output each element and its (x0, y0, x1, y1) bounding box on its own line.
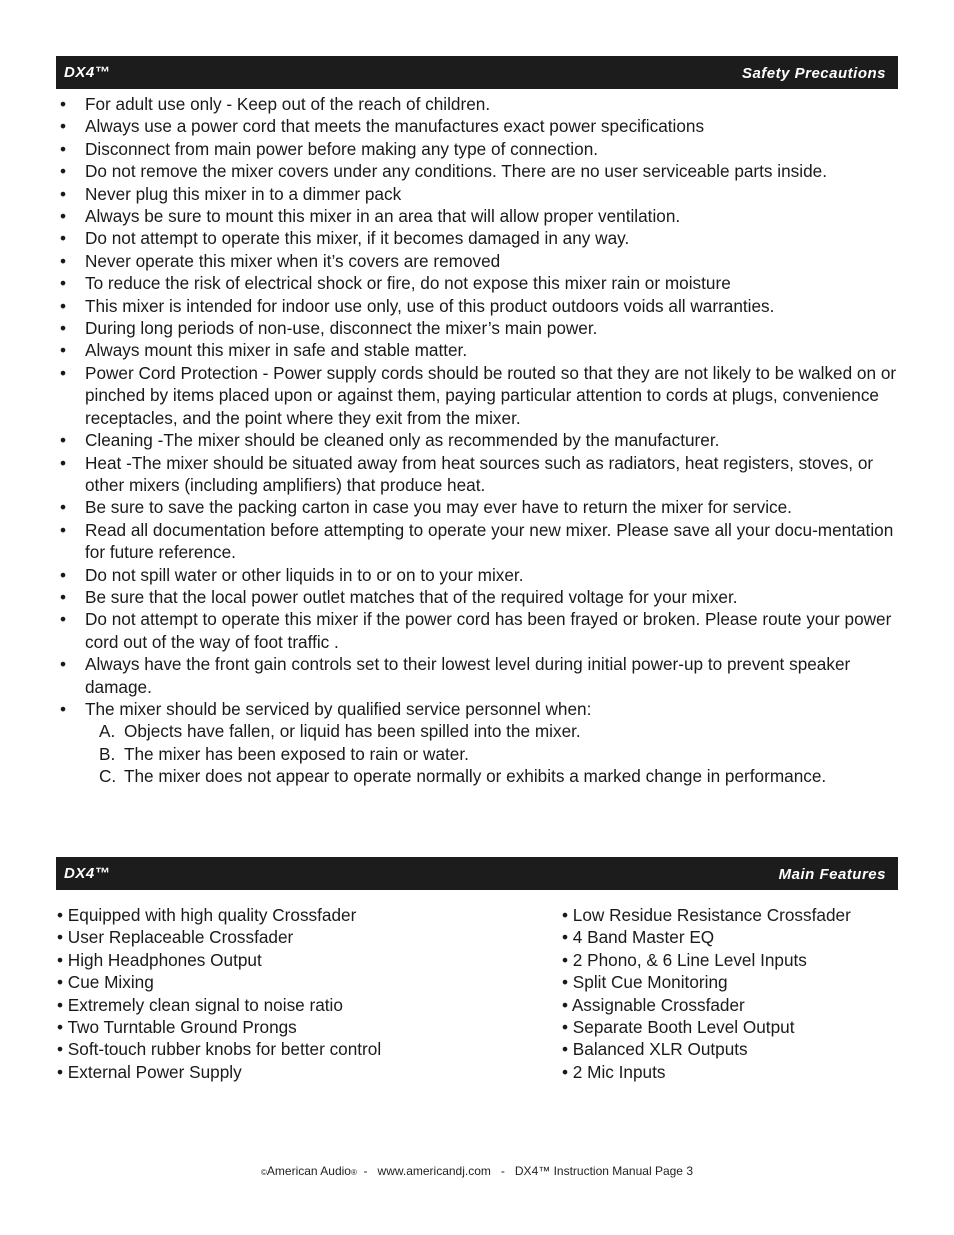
features-header-model: DX4™ (64, 865, 111, 882)
bullet: • (59, 698, 67, 719)
list-item (56, 339, 916, 361)
list-item: • Split Cue Monitoring (562, 972, 728, 993)
safety-item-text: Always use a power cord that meets the manufactures exact power specifications (85, 116, 705, 137)
page-footer (0, 1164, 954, 1178)
bullet: • (59, 273, 67, 294)
safety-item-text: Do not attempt to operate this mixer, if it becomes damaged in any way. (85, 228, 630, 249)
footer-text: - www.americandj.com - DX4™ Instruction Manual Page 3 (356, 1164, 693, 1178)
safety-item-text: Read all documentation before attempting to operate your new mixer. Please save all your docu-mentation for future reference. (85, 519, 894, 563)
list-item (56, 272, 916, 294)
bullet: • (59, 228, 67, 249)
list-item: • 2 Phono, & 6 Line Level Inputs (562, 949, 807, 970)
list-item: • Cue Mixing (57, 972, 154, 993)
list-item (56, 93, 916, 115)
bullet: • (59, 183, 67, 204)
list-item: • 4 Band Master EQ (562, 927, 715, 948)
list-item (85, 765, 916, 787)
bullet: • (59, 654, 67, 675)
safety-item-text: Do not spill water or other liquids in to or on to your mixer. (85, 564, 524, 585)
bullet: • (59, 564, 67, 585)
bullet: • (59, 519, 67, 540)
footer-brand: American Audio (266, 1164, 351, 1178)
bullet: • (59, 161, 67, 182)
list-item (56, 183, 916, 205)
bullet: • (59, 609, 67, 630)
safety-item-text: Never operate this mixer when it’s covers are removed (85, 250, 501, 271)
list-item: • Soft-touch rubber knobs for better control (57, 1039, 382, 1060)
list-item (56, 452, 916, 497)
safety-item-text: Do not remove the mixer covers under any conditions. There are no user serviceable parts inside. (85, 161, 827, 182)
bullet: • (59, 497, 67, 518)
list-item (56, 160, 916, 182)
list-item: • Extremely clean signal to noise ratio (57, 994, 343, 1015)
list-item (56, 227, 916, 249)
bullet: • (59, 295, 67, 316)
list-item (56, 698, 916, 788)
list-item (56, 564, 916, 586)
safety-item-text: For adult use only - Keep out of the reach of children. (85, 94, 491, 114)
service-conditions-list (85, 720, 916, 787)
list-item: • Separate Booth Level Output (562, 1017, 795, 1038)
registered-mark: ® (350, 1168, 357, 1177)
list-item (56, 317, 916, 339)
safety-item-text: This mixer is intended for indoor use only, use of this product outdoors voids all warranties. (85, 295, 775, 316)
features-header-title: Main Features (778, 866, 886, 883)
bullet: • (59, 138, 67, 159)
bullet: • (59, 318, 67, 339)
condition-letter: C. (99, 766, 117, 787)
list-item (56, 250, 916, 272)
bullet: • (59, 430, 67, 451)
list-item: • Low Residue Resistance Crossfader (562, 905, 851, 925)
list-item: • High Headphones Output (57, 949, 262, 970)
safety-item-text: Always mount this mixer in safe and stable matter. (85, 340, 468, 361)
list-item (56, 519, 916, 564)
list-item (56, 429, 916, 451)
list-item (56, 115, 916, 137)
list-item (56, 138, 916, 160)
bullet: • (59, 206, 67, 227)
list-item: • Balanced XLR Outputs (562, 1039, 748, 1060)
list-item: • Equipped with high quality Crossfader (57, 905, 357, 925)
safety-item-text: Do not attempt to operate this mixer if the power cord has been frayed or broken. Please route your power cord out of the way of foot traffic . (85, 609, 892, 652)
list-item: • Two Turntable Ground Prongs (57, 1017, 297, 1038)
list-item (56, 362, 916, 429)
safety-item-text: Disconnect from main power before making any type of connection. (85, 138, 599, 159)
list-item (56, 496, 916, 518)
safety-item-text: The mixer should be serviced by qualified service personnel when: (85, 698, 592, 719)
condition-text: The mixer has been exposed to rain or water. (124, 743, 469, 764)
safety-item-text: During long periods of non-use, disconnect the mixer’s main power. (85, 318, 598, 339)
list-item (85, 720, 916, 742)
list-item: • Assignable Crossfader (562, 994, 745, 1015)
features-right-column (562, 904, 902, 1083)
bullet: • (59, 340, 67, 361)
bullet: • (59, 250, 67, 271)
list-item: • External Power Supply (57, 1061, 242, 1082)
bullet: • (59, 94, 67, 114)
list-item (85, 743, 916, 765)
main-features-header (56, 857, 898, 890)
list-item (56, 205, 916, 227)
safety-item-text: Never plug this mixer in to a dimmer pack (85, 183, 402, 204)
bullet: • (59, 362, 67, 383)
condition-text: Objects have fallen, or liquid has been spilled into the mixer. (124, 721, 581, 742)
safety-item-text: To reduce the risk of electrical shock or fire, do not expose this mixer rain or moisture (85, 273, 731, 294)
safety-item-text: Be sure that the local power outlet matches that of the required voltage for your mixer. (85, 586, 738, 607)
bullet: • (59, 586, 67, 607)
safety-header-model: DX4™ (64, 64, 111, 81)
list-item (56, 608, 916, 653)
copyright-mark: © (261, 1168, 267, 1177)
list-item (56, 295, 916, 317)
safety-item-text: Always have the front gain controls set to their lowest level during initial power-up to prevent speaker damage. (85, 654, 851, 697)
condition-letter: A. (99, 721, 116, 742)
safety-header-title: Safety Precautions (741, 65, 886, 82)
safety-item-text: Be sure to save the packing carton in case you may ever have to return the mixer for service. (85, 497, 792, 518)
bullet: • (59, 452, 67, 473)
condition-letter: B. (99, 743, 116, 764)
safety-precautions-header (56, 56, 898, 89)
safety-item-text: Cleaning -The mixer should be cleaned only as recommended by the manufacturer. (85, 430, 720, 451)
safety-item-text: Power Cord Protection - Power supply cords should be routed so that they are not likely to be walked on or pinched by items placed upon or against them, paying particular attention to cords at plugs, convenience receptacles, and the point where they exit from the mixer. (85, 362, 897, 428)
safety-item-text: Always be sure to mount this mixer in an area that will allow proper ventilation. (85, 206, 681, 227)
safety-precautions-list (56, 93, 916, 788)
list-item (56, 653, 916, 698)
list-item (56, 586, 916, 608)
bullet: • (59, 116, 67, 137)
features-left-column (57, 904, 527, 1083)
safety-item-text: Heat -The mixer should be situated away from heat sources such as radiators, heat registers, stoves, or other mixers (including amplifiers) that produce heat. (85, 452, 874, 495)
condition-text: The mixer does not appear to operate normally or exhibits a marked change in performance. (124, 766, 827, 787)
list-item: • 2 Mic Inputs (562, 1061, 666, 1082)
list-item: • User Replaceable Crossfader (57, 927, 294, 948)
